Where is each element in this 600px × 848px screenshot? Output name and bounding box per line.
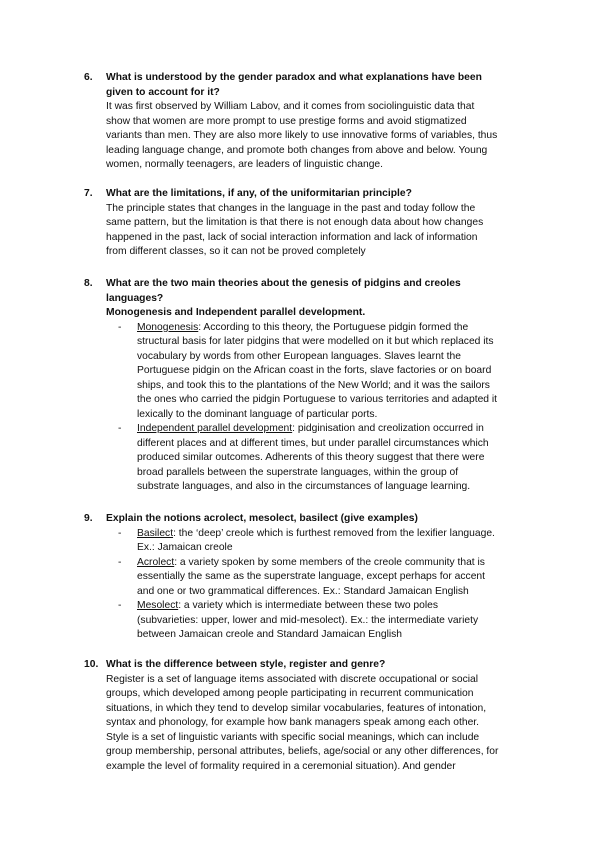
question-title: What is the difference between style, register and genre? — [106, 659, 386, 670]
question-title: What is understood by the gender paradox and what explanations have been given to account for it? — [106, 72, 482, 98]
list-item — [106, 599, 500, 643]
question-number: 7. — [84, 188, 93, 199]
term-definition: : the ‘deep’ creole which is furthest removed from the lexifier language. Ex.: Jamaican creole — [137, 527, 495, 553]
list-item — [106, 321, 500, 423]
question-6-heading — [84, 71, 500, 100]
question-10-answer: Register is a set of language items associated with discrete occupational or social groups, which developed among people participating in recurrent communication situations, in which they tend to develop similar vocabularies, features of intonation, syntax and phonology, for example how bank managers speak among each other. Style is a set of linguistic variants with specific social meanings, which can include group membership, personal attributes, beliefs, age/social or any other differences, for example the level of formality required in a ceremonial situation). And gender — [106, 673, 499, 772]
question-8 — [84, 277, 500, 495]
question-number: 8. — [84, 278, 93, 289]
question-7-answer: The principle states that changes in the language in the past and today follow the same pattern, but the limitation is that there is not enough data about how changes happened in the past, lack of social interaction information and lack of information from different classes, so it can not be proved completely — [106, 202, 484, 257]
list-dash: - — [118, 527, 122, 539]
term-independent-parallel-development: Independent parallel development — [137, 423, 293, 434]
question-8-subheading: Monogenesis and Independent parallel development. — [106, 307, 366, 318]
question-6 — [84, 71, 500, 173]
question-number: 10. — [84, 659, 99, 670]
question-title: What are the two main theories about the genesis of pidgins and creoles languages? — [106, 278, 461, 304]
list-item — [106, 556, 500, 600]
term-definition: : a variety spoken by some members of the creole community that is essentially the same as the superstrate language, except perhaps for accent and one or two grammatical differences. Ex.: Standard Jamaican English — [137, 556, 486, 597]
question-title: Explain the notions acrolect, mesolect, basilect (give examples) — [106, 513, 418, 524]
term-mesolect: Mesolect — [137, 600, 179, 611]
question-9-heading — [84, 512, 500, 527]
term-definition: : pidginisation and creolization occurred in different places and at different times, but under parallel circumstances which produced similar outcomes. Adherents of this theory suggest that there were broad parallels between the superstrate languages, within the group of substrate languages, and also in the circumstances of language learning. — [137, 423, 489, 492]
term-acrolect: Acrolect — [137, 556, 175, 568]
term-basilect: Basilect — [137, 527, 174, 539]
list-item — [106, 527, 500, 556]
list-dash: - — [118, 600, 122, 611]
question-7-heading — [84, 187, 500, 202]
question-7 — [84, 187, 500, 260]
list-item — [106, 422, 500, 495]
question-9 — [84, 512, 500, 643]
question-8-heading — [84, 277, 500, 306]
list-dash: - — [118, 423, 122, 434]
question-10-heading — [84, 658, 500, 673]
question-8-list — [106, 321, 500, 495]
question-9-list — [106, 527, 500, 643]
question-number: 6. — [84, 72, 93, 83]
question-6-answer: It was first observed by William Labov, and it comes from sociolinguistic data that show that women are more prompt to use prestige forms and avoid stigmatized variants than men. They are also more likely to use innovative forms of variables, thus leading language change, and promote both changes from above and below. Young women, normally teenagers, are leaders of linguistic change. — [106, 101, 498, 170]
question-title: What are the limitations, if any, of the uniformitarian principle? — [106, 188, 412, 199]
list-dash: - — [118, 556, 122, 568]
term-monogenesis: Monogenesis — [137, 321, 199, 333]
question-number: 9. — [84, 513, 93, 524]
question-10 — [84, 658, 500, 774]
list-dash: - — [118, 321, 122, 333]
term-definition: : a variety which is intermediate between these two poles (subvarieties: upper, lower and mid-mesolect). Ex.: the intermediate variety between Jamaican creole and Standard Jamaican English — [137, 600, 479, 640]
term-definition: : According to this theory, the Portuguese pidgin formed the structural basis for later pidgins that were modelled on it but which replaced its vocabulary by words from other European languages. Slaves learnt the Portuguese pidgin on the African coast in the forts, slave factories or on board ships, and took this to the plantations of the New World; and it was the sailors the ones who carried the pidgin Portuguese to various territories and adapted it lexically to the dominant language of particular ports. — [137, 321, 498, 420]
